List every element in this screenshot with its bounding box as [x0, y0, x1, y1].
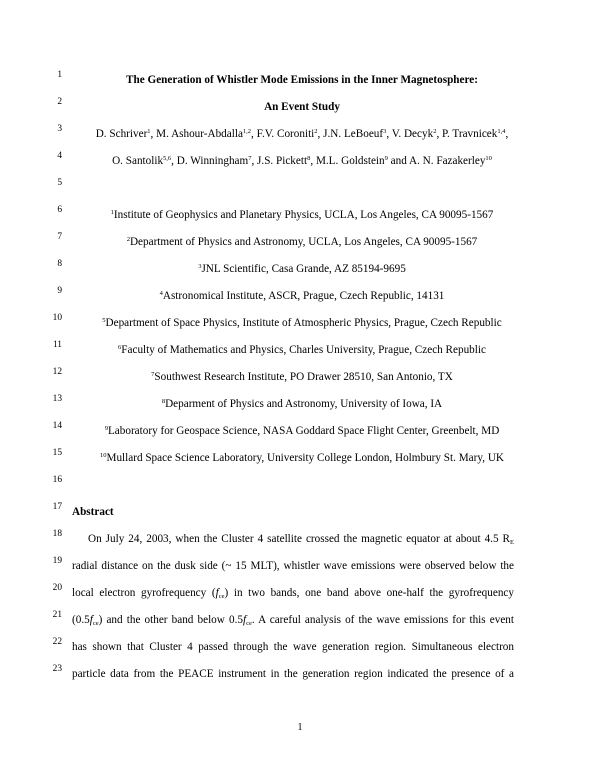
- affiliation: [66, 313, 538, 333]
- line-number: 19: [52, 556, 62, 566]
- author-name: , J.N. LeBoeuf: [317, 128, 384, 140]
- author-affiliation-mark: 3: [383, 128, 387, 135]
- paper-title: The Generation of Whistler Mode Emissions in the Inner Magnetosphere:: [126, 74, 478, 86]
- math-symbol: f: [215, 587, 219, 599]
- line-number: 11: [52, 340, 62, 350]
- author-name: and A. N. Fazakerley: [387, 155, 486, 167]
- affiliation-row: [0, 421, 600, 441]
- author-affiliation-mark: 10: [485, 155, 492, 162]
- subscript: ce: [246, 620, 252, 627]
- math-symbol: f: [242, 614, 247, 626]
- line-number: 13: [52, 394, 62, 404]
- line-number: 6: [57, 205, 62, 215]
- affiliation: [66, 259, 538, 279]
- affiliation: [66, 367, 538, 387]
- author-affiliation-mark: 8: [307, 155, 311, 162]
- affiliation: [66, 232, 538, 252]
- affiliation-text: Astronomical Institute, ASCR, Prague, Czech Republic, 14131: [162, 290, 445, 302]
- affiliation: [66, 286, 538, 306]
- affiliation-mark: 3: [198, 263, 202, 270]
- author-name: , D. Winningham: [171, 155, 249, 167]
- affiliation-mark: 7: [151, 371, 155, 378]
- authors-line-1: [0, 124, 600, 144]
- author-name: O. Santolik: [112, 155, 164, 167]
- text-run: ) and the other band below 0.5: [98, 614, 243, 626]
- line-number: 20: [52, 583, 62, 593]
- affiliation-text: Faculty of Mathematics and Physics, Charles University, Prague, Czech Republic: [121, 344, 486, 356]
- author-affiliation-mark: 1,4: [497, 128, 506, 135]
- affiliation-row: [0, 232, 600, 252]
- paper-subtitle: An Event Study: [264, 101, 340, 113]
- authors-line-2: [0, 151, 600, 171]
- affiliation-row: [0, 340, 600, 360]
- author-separator: ,: [505, 128, 509, 140]
- abstract-text: [88, 529, 514, 549]
- abstract-heading: Abstract: [72, 506, 114, 518]
- text-run: ) in two bands, one band above one-half the gyrofrequency: [224, 587, 514, 599]
- line-number: 23: [52, 664, 62, 674]
- line-number: 2: [57, 97, 62, 107]
- author-affiliation-mark: 9: [384, 155, 388, 162]
- author-list-1: [66, 124, 538, 144]
- line-number: 4: [57, 151, 62, 161]
- affiliation-mark: 10: [100, 452, 107, 459]
- title-line-1-row: [0, 70, 600, 90]
- line-number: 7: [57, 232, 62, 242]
- line-number: 21: [52, 610, 62, 620]
- abstract-line: [0, 556, 600, 576]
- affiliation-mark: 6: [118, 344, 122, 351]
- affiliation-text: Institute of Geophysics and Planetary Physics, UCLA, Los Angeles, CA 90095-1567: [113, 209, 494, 221]
- affiliation-mark: 1: [110, 209, 114, 216]
- author-name: , P. Travnicek: [436, 128, 498, 140]
- author-name: D. Schriver: [95, 128, 148, 140]
- affiliation-text: Department of Physics and Astronomy, UCLA, Los Angeles, CA 90095-1567: [129, 236, 478, 248]
- page-number: 1: [297, 722, 303, 733]
- abstract-text: has shown that Cluster 4 passed through the wave generation region. Simultaneous electron: [72, 641, 514, 653]
- affiliation: [66, 448, 538, 468]
- abstract-line: [0, 637, 600, 657]
- affiliation-mark: 9: [104, 425, 108, 432]
- line-number: 8: [57, 259, 62, 269]
- text-run: (0.5: [72, 614, 90, 626]
- line-number: 12: [52, 367, 62, 377]
- affiliation-mark: 4: [159, 290, 163, 297]
- author-name: , M.L. Goldstein: [310, 155, 385, 167]
- title-line-2-row: [0, 97, 600, 117]
- affiliation-row: [0, 367, 600, 387]
- author-name: , J.S. Pickett: [251, 155, 308, 167]
- abstract-text: [72, 610, 514, 630]
- line-number: 5: [57, 178, 62, 188]
- abstract-line: [0, 610, 600, 630]
- abstract-heading-row: [0, 502, 600, 522]
- affiliation-text: Southwest Research Institute, PO Drawer 28510, San Antonio, TX: [154, 371, 453, 383]
- line-number: 17: [52, 502, 62, 512]
- line-number: 10: [52, 313, 62, 323]
- abstract-text: radial distance on the dusk side (~ 15 MLT), whistler wave emissions were observed below the: [72, 560, 514, 572]
- math-symbol: f: [89, 614, 93, 626]
- affiliation-text: Deparment of Physics and Astronomy, University of Iowa, IA: [165, 398, 443, 410]
- line-number: 9: [57, 286, 62, 296]
- text-run: . A careful analysis of the wave emissions for this event: [251, 614, 514, 626]
- author-name: , F.V. Coroniti: [251, 128, 315, 140]
- author-affiliation-mark: 1: [147, 128, 151, 135]
- line-number: 3: [57, 124, 62, 134]
- affiliation-row: [0, 448, 600, 468]
- author-affiliation-mark: 2: [314, 128, 318, 135]
- author-affiliation-mark: 7: [248, 155, 252, 162]
- affiliation: [66, 205, 538, 225]
- affiliation-text: Mullard Space Science Laboratory, University College London, Holmbury St. Mary, UK: [106, 452, 504, 464]
- abstract-line: [0, 529, 600, 549]
- affiliation-mark: 8: [161, 398, 166, 405]
- abstract-text: [72, 583, 514, 603]
- author-affiliation-mark: 1,2: [242, 128, 252, 135]
- affiliation-mark: 2: [126, 236, 130, 243]
- author-affiliation-mark: 5,6: [163, 155, 172, 162]
- line-number: 14: [52, 421, 62, 431]
- affiliation-mark: 5: [102, 317, 106, 324]
- affiliation: [66, 394, 538, 414]
- affiliation-text: Department of Space Physics, Institute of Atmospheric Physics, Prague, Czech Republic: [105, 317, 502, 329]
- affiliation-row: [0, 259, 600, 279]
- subscript: E: [510, 539, 514, 546]
- author-list-2: [66, 151, 538, 171]
- abstract-line: [0, 583, 600, 603]
- line-number: 16: [52, 475, 62, 485]
- text-run: local electron gyrofrequency (: [72, 587, 216, 599]
- line-number: 15: [52, 448, 62, 458]
- affiliation-row: [0, 205, 600, 225]
- line-number: 18: [52, 529, 62, 539]
- author-name: , M. Ashour-Abdalla: [150, 128, 243, 140]
- text-run: On July 24, 2003, when the Cluster 4 satellite crossed the magnetic equator at about 4.5 R: [88, 533, 511, 545]
- affiliation-row: [0, 286, 600, 306]
- affiliation-row: [0, 394, 600, 414]
- line-number: 1: [57, 70, 62, 80]
- abstract-text: particle data from the PEACE instrument in the generation region indicated the presence of a: [72, 668, 514, 680]
- affiliation-row: [0, 313, 600, 333]
- line-number: 22: [52, 637, 62, 647]
- subscript: ce: [218, 593, 225, 600]
- affiliation: [66, 421, 538, 441]
- affiliation-text: Laboratory for Geospace Science, NASA Goddard Space Flight Center, Greenbelt, MD: [107, 425, 500, 437]
- author-affiliation-mark: 2: [433, 128, 437, 135]
- abstract-line: [0, 664, 600, 684]
- affiliation-text: JNL Scientific, Casa Grande, AZ 85194-9695: [201, 263, 406, 275]
- subscript: ce: [92, 620, 99, 627]
- author-name: , V. Decyk: [386, 128, 434, 140]
- affiliation: [66, 340, 538, 360]
